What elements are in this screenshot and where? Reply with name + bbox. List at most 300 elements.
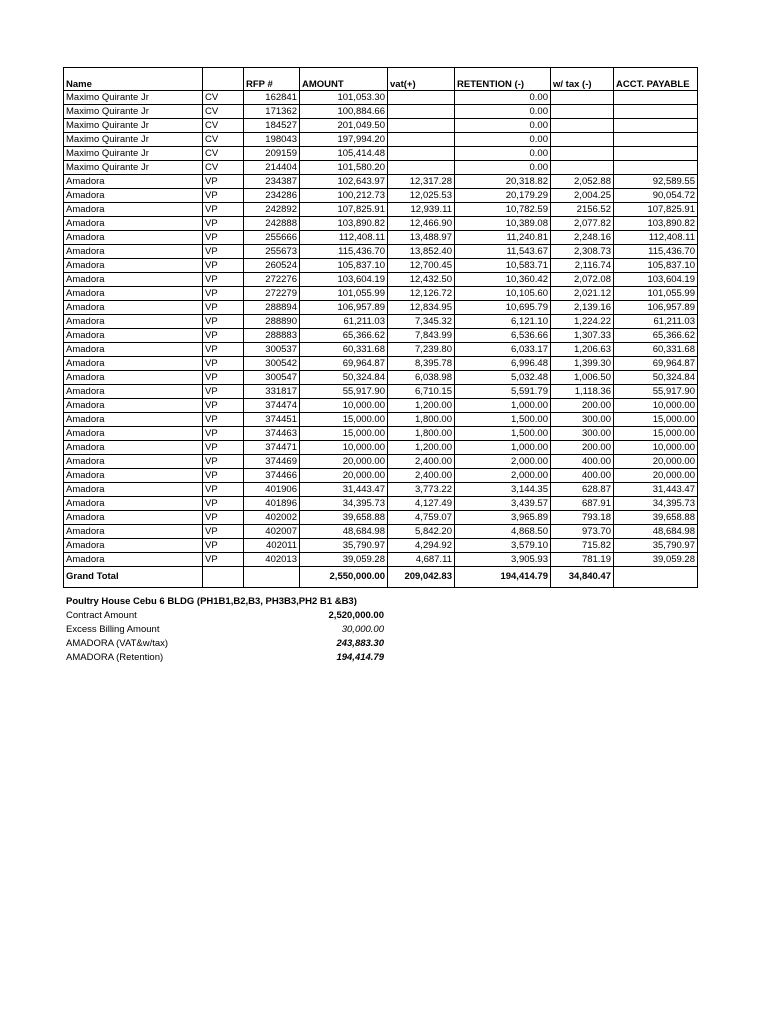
cell-rfp: 402002: [244, 511, 300, 525]
cell-rfp: 255673: [244, 245, 300, 259]
cell-amount: 39,059.28: [300, 553, 388, 567]
cell-wtax: 300.00: [551, 427, 614, 441]
cell-type: VP: [203, 175, 244, 189]
cell-vat: 8,395.78: [388, 357, 455, 371]
cell-name: Amadora: [64, 427, 203, 441]
grand-total-row: [64, 567, 698, 588]
cell-wtax: 793.18: [551, 511, 614, 525]
cell-type: VP: [203, 273, 244, 287]
cell-amount: 201,049.50: [300, 119, 388, 133]
cell-amount: 197,994.20: [300, 133, 388, 147]
cell-name: Amadora: [64, 413, 203, 427]
cell-retention: 6,996.48: [455, 357, 551, 371]
cell-vat: 13,488.97: [388, 231, 455, 245]
cell-amount: 100,212.73: [300, 189, 388, 203]
header-acct-payable: ACCT. PAYABLE: [614, 68, 698, 91]
cell-name: Maximo Quirante Jr: [64, 105, 203, 119]
cell-rfp: 272279: [244, 287, 300, 301]
cell-rfp: 184527: [244, 119, 300, 133]
cell-rfp: 374469: [244, 455, 300, 469]
cell-amount: 20,000.00: [300, 455, 388, 469]
cell-acct-payable: 39,658.88: [614, 511, 698, 525]
cell-rfp: 402013: [244, 553, 300, 567]
cell-wtax: 781.19: [551, 553, 614, 567]
summary-title: Poultry House Cebu 6 BLDG (PH1B1,B2,B3, PH3B3,PH2 B1 &B3): [66, 596, 357, 607]
cell-rfp: 288894: [244, 301, 300, 315]
cell-wtax: 2,021.12: [551, 287, 614, 301]
cell-retention: 3,905.93: [455, 553, 551, 567]
cell-name: Maximo Quirante Jr: [64, 119, 203, 133]
cell-wtax: 2,052.88: [551, 175, 614, 189]
summary-row-excess: [66, 623, 384, 637]
cell-rfp: 234387: [244, 175, 300, 189]
cell-wtax: [551, 105, 614, 119]
cell-acct-payable: 20,000.00: [614, 455, 698, 469]
total-name: Grand Total: [64, 567, 203, 588]
cell-type: VP: [203, 217, 244, 231]
cell-rfp: 300537: [244, 343, 300, 357]
cell-amount: 65,366.62: [300, 329, 388, 343]
cell-retention: 11,240.81: [455, 231, 551, 245]
cell-retention: 10,105.60: [455, 287, 551, 301]
cell-type: VP: [203, 539, 244, 553]
table-row: [64, 175, 698, 189]
cell-name: Amadora: [64, 287, 203, 301]
cell-name: Amadora: [64, 497, 203, 511]
cell-name: Amadora: [64, 245, 203, 259]
cell-name: Amadora: [64, 343, 203, 357]
cell-retention: 0.00: [455, 161, 551, 175]
table-row: [64, 287, 698, 301]
cell-acct-payable: 10,000.00: [614, 399, 698, 413]
cell-wtax: 2156.52: [551, 203, 614, 217]
cell-type: CV: [203, 105, 244, 119]
summary-label: Excess Billing Amount: [66, 624, 160, 635]
table-row: [64, 91, 698, 105]
header-vat: vat(+): [388, 68, 455, 91]
cell-type: VP: [203, 497, 244, 511]
cell-type: VP: [203, 469, 244, 483]
cell-rfp: 255666: [244, 231, 300, 245]
header-name: Name: [64, 68, 203, 91]
cell-rfp: 198043: [244, 133, 300, 147]
cell-acct-payable: 101,055.99: [614, 287, 698, 301]
cell-wtax: 1,118.36: [551, 385, 614, 399]
cell-rfp: 401906: [244, 483, 300, 497]
cell-wtax: 2,248.16: [551, 231, 614, 245]
cell-rfp: 272276: [244, 273, 300, 287]
cell-type: VP: [203, 399, 244, 413]
summary-value: 2,520,000.00: [328, 610, 384, 621]
cell-retention: 6,033.17: [455, 343, 551, 357]
cell-vat: 12,317.28: [388, 175, 455, 189]
cell-retention: 3,439.57: [455, 497, 551, 511]
cell-retention: 2,000.00: [455, 455, 551, 469]
cell-name: Amadora: [64, 315, 203, 329]
cell-acct-payable: 50,324.84: [614, 371, 698, 385]
summary-value: 30,000.00: [341, 624, 384, 635]
table-row: [64, 455, 698, 469]
cell-acct-payable: [614, 161, 698, 175]
header-rfp: RFP #: [244, 68, 300, 91]
cell-wtax: 2,139.16: [551, 301, 614, 315]
cell-name: Amadora: [64, 259, 203, 273]
cell-acct-payable: [614, 105, 698, 119]
cell-vat: 4,294.92: [388, 539, 455, 553]
cell-type: VP: [203, 231, 244, 245]
total-acct-payable: [614, 567, 698, 588]
cell-retention: 6,536.66: [455, 329, 551, 343]
cell-wtax: 973.70: [551, 525, 614, 539]
cell-vat: 7,345.32: [388, 315, 455, 329]
cell-name: Amadora: [64, 203, 203, 217]
cell-vat: 12,432.50: [388, 273, 455, 287]
cell-name: Amadora: [64, 329, 203, 343]
cell-rfp: 214404: [244, 161, 300, 175]
cell-acct-payable: 69,964.87: [614, 357, 698, 371]
cell-amount: 115,436.70: [300, 245, 388, 259]
cell-rfp: 260524: [244, 259, 300, 273]
table-row: [64, 511, 698, 525]
cell-wtax: 1,206.63: [551, 343, 614, 357]
cell-name: Amadora: [64, 175, 203, 189]
header-row: [64, 68, 698, 91]
cell-acct-payable: 115,436.70: [614, 245, 698, 259]
cell-vat: 12,939.11: [388, 203, 455, 217]
cell-amount: 60,331.68: [300, 343, 388, 357]
header-type: [203, 68, 244, 91]
cell-acct-payable: 103,604.19: [614, 273, 698, 287]
cell-rfp: 171362: [244, 105, 300, 119]
total-amount: 2,550,000.00: [300, 567, 388, 588]
table-row: [64, 413, 698, 427]
cell-acct-payable: 15,000.00: [614, 427, 698, 441]
cell-type: VP: [203, 553, 244, 567]
cell-acct-payable: 55,917.90: [614, 385, 698, 399]
cell-name: Amadora: [64, 511, 203, 525]
table-row: [64, 427, 698, 441]
cell-type: VP: [203, 511, 244, 525]
cell-retention: 1,000.00: [455, 399, 551, 413]
cell-wtax: 1,399.30: [551, 357, 614, 371]
cell-amount: 107,825.91: [300, 203, 388, 217]
cell-retention: 10,695.79: [455, 301, 551, 315]
table-row: [64, 119, 698, 133]
cell-name: Maximo Quirante Jr: [64, 91, 203, 105]
cell-acct-payable: [614, 119, 698, 133]
cell-retention: 1,000.00: [455, 441, 551, 455]
cell-type: VP: [203, 301, 244, 315]
cell-vat: 1,200.00: [388, 441, 455, 455]
cell-rfp: 234286: [244, 189, 300, 203]
cell-name: Amadora: [64, 455, 203, 469]
cell-rfp: 374471: [244, 441, 300, 455]
cell-rfp: 402007: [244, 525, 300, 539]
table-row: [64, 273, 698, 287]
cell-acct-payable: 34,395.73: [614, 497, 698, 511]
cell-retention: 3,579.10: [455, 539, 551, 553]
cell-type: CV: [203, 161, 244, 175]
cell-name: Amadora: [64, 189, 203, 203]
cell-acct-payable: 10,000.00: [614, 441, 698, 455]
summary-row-vat-wtax: [66, 637, 384, 651]
cell-rfp: 288883: [244, 329, 300, 343]
cell-acct-payable: 48,684.98: [614, 525, 698, 539]
cell-wtax: [551, 147, 614, 161]
cell-wtax: 1,224.22: [551, 315, 614, 329]
cell-amount: 31,443.47: [300, 483, 388, 497]
cell-wtax: 1,006.50: [551, 371, 614, 385]
cell-amount: 103,604.19: [300, 273, 388, 287]
summary-row-contract: [66, 609, 384, 623]
cell-retention: 5,032.48: [455, 371, 551, 385]
cell-vat: 12,834.95: [388, 301, 455, 315]
cell-vat: [388, 133, 455, 147]
cell-vat: [388, 161, 455, 175]
table-row: [64, 231, 698, 245]
table-row: [64, 329, 698, 343]
cell-acct-payable: 35,790.97: [614, 539, 698, 553]
cell-vat: 4,127.49: [388, 497, 455, 511]
cell-type: VP: [203, 259, 244, 273]
cell-vat: 6,038.98: [388, 371, 455, 385]
cell-wtax: [551, 119, 614, 133]
cell-name: Amadora: [64, 525, 203, 539]
accounts-payable-table: [63, 67, 698, 588]
cell-vat: 1,800.00: [388, 413, 455, 427]
table-row: [64, 483, 698, 497]
cell-wtax: 2,072.08: [551, 273, 614, 287]
table-row: [64, 189, 698, 203]
table-row: [64, 385, 698, 399]
cell-name: Amadora: [64, 231, 203, 245]
cell-name: Amadora: [64, 553, 203, 567]
cell-type: VP: [203, 483, 244, 497]
cell-name: Maximo Quirante Jr: [64, 147, 203, 161]
cell-retention: 11,543.67: [455, 245, 551, 259]
cell-vat: 12,466.90: [388, 217, 455, 231]
cell-wtax: [551, 161, 614, 175]
summary-value: 194,414.79: [336, 652, 384, 663]
cell-wtax: [551, 91, 614, 105]
total-vat: 209,042.83: [388, 567, 455, 588]
cell-retention: 10,583.71: [455, 259, 551, 273]
header-retention: RETENTION (-): [455, 68, 551, 91]
cell-acct-payable: 65,366.62: [614, 329, 698, 343]
cell-rfp: 374463: [244, 427, 300, 441]
cell-amount: 61,211.03: [300, 315, 388, 329]
summary-label: Contract Amount: [66, 610, 137, 621]
summary-label: AMADORA (Retention): [66, 652, 164, 663]
cell-wtax: 715.82: [551, 539, 614, 553]
table-row: [64, 441, 698, 455]
cell-type: VP: [203, 427, 244, 441]
cell-name: Maximo Quirante Jr: [64, 133, 203, 147]
cell-wtax: 400.00: [551, 469, 614, 483]
cell-amount: 10,000.00: [300, 399, 388, 413]
cell-name: Amadora: [64, 399, 203, 413]
cell-type: CV: [203, 133, 244, 147]
cell-wtax: 200.00: [551, 441, 614, 455]
cell-acct-payable: 20,000.00: [614, 469, 698, 483]
table-row: [64, 301, 698, 315]
cell-wtax: 200.00: [551, 399, 614, 413]
cell-name: Amadora: [64, 357, 203, 371]
cell-rfp: 300547: [244, 371, 300, 385]
cell-retention: 0.00: [455, 91, 551, 105]
cell-amount: 10,000.00: [300, 441, 388, 455]
cell-name: Amadora: [64, 273, 203, 287]
cell-type: VP: [203, 385, 244, 399]
cell-acct-payable: 112,408.11: [614, 231, 698, 245]
table-row: [64, 399, 698, 413]
cell-vat: 12,126.72: [388, 287, 455, 301]
cell-vat: 12,025.53: [388, 189, 455, 203]
cell-type: VP: [203, 413, 244, 427]
table-row: [64, 497, 698, 511]
cell-acct-payable: 61,211.03: [614, 315, 698, 329]
cell-name: Amadora: [64, 441, 203, 455]
cell-rfp: 402011: [244, 539, 300, 553]
cell-type: VP: [203, 525, 244, 539]
cell-name: Amadora: [64, 469, 203, 483]
cell-amount: 15,000.00: [300, 427, 388, 441]
cell-name: Amadora: [64, 301, 203, 315]
cell-wtax: 2,308.73: [551, 245, 614, 259]
cell-acct-payable: 39,059.28: [614, 553, 698, 567]
cell-amount: 112,408.11: [300, 231, 388, 245]
table-row: [64, 259, 698, 273]
table-row: [64, 469, 698, 483]
cell-rfp: 374466: [244, 469, 300, 483]
cell-acct-payable: 90,054.72: [614, 189, 698, 203]
cell-rfp: 162841: [244, 91, 300, 105]
cell-amount: 100,884.66: [300, 105, 388, 119]
cell-acct-payable: [614, 133, 698, 147]
table-row: [64, 553, 698, 567]
cell-type: VP: [203, 441, 244, 455]
cell-type: CV: [203, 91, 244, 105]
table-row: [64, 217, 698, 231]
table-row: [64, 371, 698, 385]
cell-wtax: 1,307.33: [551, 329, 614, 343]
cell-amount: 15,000.00: [300, 413, 388, 427]
table-row: [64, 539, 698, 553]
total-wtax: 34,840.47: [551, 567, 614, 588]
cell-vat: 12,700.45: [388, 259, 455, 273]
cell-type: VP: [203, 245, 244, 259]
cell-retention: 0.00: [455, 133, 551, 147]
cell-wtax: 2,077.82: [551, 217, 614, 231]
cell-wtax: 687.91: [551, 497, 614, 511]
cell-wtax: 2,116.74: [551, 259, 614, 273]
table-row: [64, 525, 698, 539]
cell-acct-payable: 107,825.91: [614, 203, 698, 217]
cell-vat: [388, 105, 455, 119]
table-row: [64, 105, 698, 119]
cell-retention: 0.00: [455, 147, 551, 161]
cell-vat: 4,759.07: [388, 511, 455, 525]
cell-acct-payable: 60,331.68: [614, 343, 698, 357]
cell-amount: 20,000.00: [300, 469, 388, 483]
cell-retention: 1,500.00: [455, 427, 551, 441]
header-wtax: w/ tax (-): [551, 68, 614, 91]
cell-amount: 105,837.10: [300, 259, 388, 273]
cell-type: VP: [203, 203, 244, 217]
cell-vat: 2,400.00: [388, 469, 455, 483]
cell-name: Maximo Quirante Jr: [64, 161, 203, 175]
cell-retention: 6,121.10: [455, 315, 551, 329]
cell-type: CV: [203, 119, 244, 133]
summary-value: 243,883.30: [336, 638, 384, 649]
cell-type: VP: [203, 189, 244, 203]
cell-rfp: 242892: [244, 203, 300, 217]
cell-type: VP: [203, 287, 244, 301]
cell-acct-payable: [614, 147, 698, 161]
cell-retention: 1,500.00: [455, 413, 551, 427]
cell-rfp: 242888: [244, 217, 300, 231]
cell-type: VP: [203, 357, 244, 371]
cell-wtax: 400.00: [551, 455, 614, 469]
cell-retention: 3,965.89: [455, 511, 551, 525]
cell-retention: 10,782.59: [455, 203, 551, 217]
table-row: [64, 161, 698, 175]
cell-amount: 102,643.97: [300, 175, 388, 189]
cell-wtax: 2,004.25: [551, 189, 614, 203]
header-amount: AMOUNT: [300, 68, 388, 91]
cell-amount: 34,395.73: [300, 497, 388, 511]
cell-rfp: 209159: [244, 147, 300, 161]
cell-type: CV: [203, 147, 244, 161]
cell-retention: 10,360.42: [455, 273, 551, 287]
cell-vat: 7,843.99: [388, 329, 455, 343]
cell-vat: 2,400.00: [388, 455, 455, 469]
cell-type: VP: [203, 315, 244, 329]
cell-vat: [388, 147, 455, 161]
cell-acct-payable: 106,957.89: [614, 301, 698, 315]
cell-type: VP: [203, 343, 244, 357]
cell-amount: 101,580.20: [300, 161, 388, 175]
cell-rfp: 331817: [244, 385, 300, 399]
table-row: [64, 147, 698, 161]
project-summary: [66, 595, 384, 665]
cell-acct-payable: 105,837.10: [614, 259, 698, 273]
cell-amount: 101,055.99: [300, 287, 388, 301]
cell-retention: 3,144.35: [455, 483, 551, 497]
cell-retention: 4,868.50: [455, 525, 551, 539]
table-row: [64, 203, 698, 217]
cell-vat: [388, 119, 455, 133]
summary-row-retention: [66, 651, 384, 665]
total-retention: 194,414.79: [455, 567, 551, 588]
cell-wtax: 300.00: [551, 413, 614, 427]
cell-retention: 20,318.82: [455, 175, 551, 189]
cell-vat: 4,687.11: [388, 553, 455, 567]
cell-amount: 48,684.98: [300, 525, 388, 539]
cell-retention: 5,591.79: [455, 385, 551, 399]
cell-amount: 103,890.82: [300, 217, 388, 231]
cell-retention: 20,179.29: [455, 189, 551, 203]
table-row: [64, 343, 698, 357]
total-rfp: [244, 567, 300, 588]
cell-name: Amadora: [64, 385, 203, 399]
cell-type: VP: [203, 329, 244, 343]
cell-rfp: 401896: [244, 497, 300, 511]
cell-acct-payable: 92,589.55: [614, 175, 698, 189]
cell-retention: 10,389.08: [455, 217, 551, 231]
table-row: [64, 133, 698, 147]
summary-label: AMADORA (VAT&w/tax): [66, 638, 169, 649]
